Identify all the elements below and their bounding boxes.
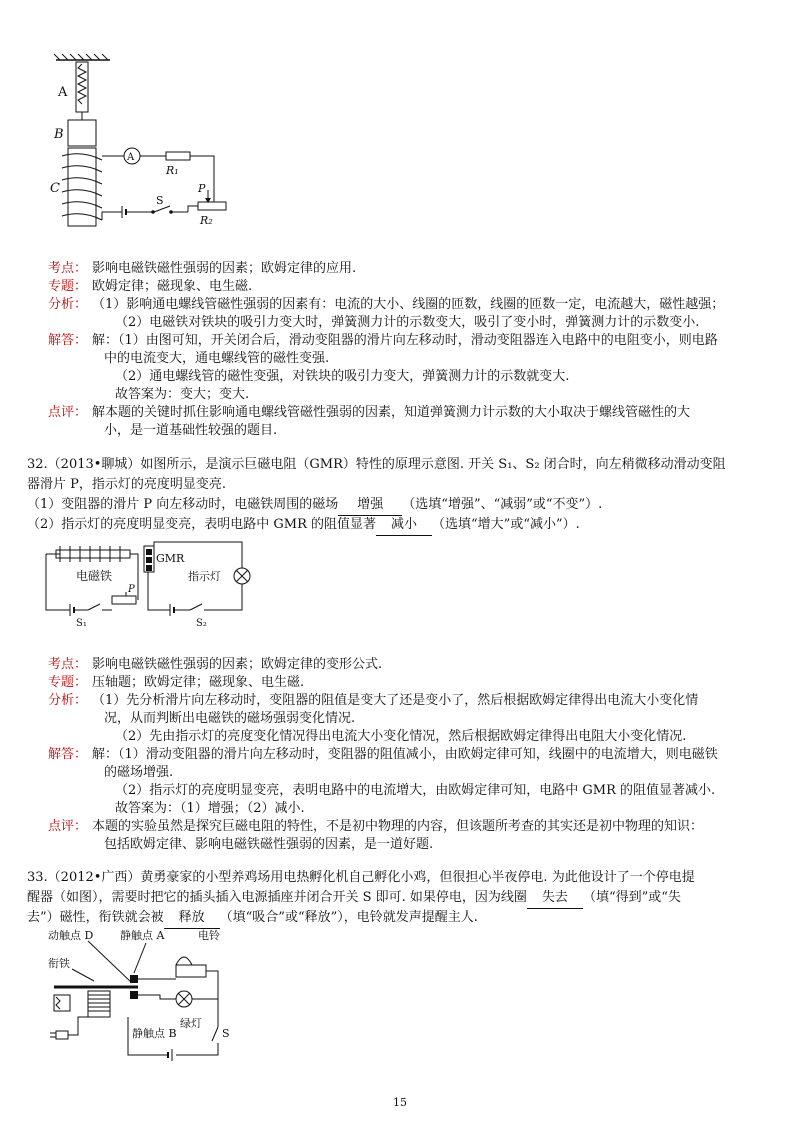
label-p: P — [198, 182, 206, 195]
label-s2: S₂ — [196, 618, 207, 628]
dianping-row-2: 包括欧姆定律、影响电磁铁磁性强弱的因素，是一道好题. — [104, 837, 434, 852]
fenxi-row: 分析： （1）影响通电螺线管磁性强弱的因素有：电流的大小、线圈的匝数，线圈的匝数一定，电流越大，磁性越强； — [48, 297, 725, 312]
jieda-row-2: 中的电流变大，通电螺线管的磁性变强. — [104, 351, 330, 366]
label-gmr: GMR — [156, 552, 185, 565]
question-32-line1: 32.（2013•聊城）如图所示，是演示巨磁电阻（GMR）特性的原理示意图. 开关 S₁、S₂ 闭合时，向左稍微移动滑动变阻 — [27, 457, 726, 472]
label-p: P — [128, 584, 135, 595]
label-moving-contact: 动触点 D — [48, 929, 94, 942]
fenxi-row-2: 况，从而判断出电磁铁的磁场强弱变化情况. — [104, 711, 356, 726]
label-r2: R₂ — [200, 214, 213, 227]
jieda-row: 解答： 解：（1）滑动变阻器的滑片向左移动时，变阻器的阻值减小，由欧姆定律可知，线圈中的电流增大，则电磁铁 — [48, 747, 718, 762]
label-a: A — [58, 85, 68, 100]
label-static-a: 静触点 A — [120, 929, 165, 942]
kaodian-row: 考点： 影响电磁铁磁性强弱的因素；欧姆定律的变形公式. — [48, 657, 383, 672]
jieda-row-3: （2）通电螺线管的磁性变强，对铁块的吸引力变大，弹簧测力计的示数就变大. — [115, 369, 570, 384]
ammeter-label: A — [127, 152, 135, 163]
answer-blank: 失去 — [527, 888, 583, 909]
figure-electromagnet-circuit — [48, 52, 228, 232]
label-r1: R₁ — [166, 164, 179, 177]
dianping-row: 点评： 解本题的关键时抓住影响通电螺线管磁性强弱的因素，知道弹簧测力计示数的大小取决于螺线管磁性的大 — [48, 405, 691, 420]
label-armature: 衔铁 — [48, 957, 70, 970]
zhuanti-row: 专题： 压轴题；欧姆定律；磁现象、电生磁. — [48, 675, 305, 690]
question-32-line2: 器滑片 P，指示灯的亮度明显变亮. — [27, 477, 227, 492]
question-33-line2: 醒器（如图），需要时把它的插头插入电源插座并闭合开关 S 即可. 如果停电，因为线圈 失去 （填“得到”或“失 — [27, 888, 770, 909]
question-33-line3: 去”）磁性，衔铁就会被 释放 （填“吸合”或“释放”），电铃就发声提醒主人. — [27, 908, 770, 929]
question-32-sub2: （2）指示灯的亮度明显变亮，表明电路中 GMR 的阻值显著 减小 （选填“增大”或“减小”）. — [27, 515, 770, 536]
label-green-lamp: 绿灯 — [180, 1017, 202, 1030]
label-lamp: 指示灯 — [188, 570, 221, 583]
jieda-row-2: 的磁场增强. — [104, 765, 174, 780]
question-32-sub1: （1）变阻器的滑片 P 向左移动时，电磁铁周围的磁场 增强 （选填“增强”、“减弱”或“不变”）. — [27, 495, 770, 516]
figure-power-failure-alarm — [48, 925, 238, 1065]
fenxi-row: 分析： （1）先分析滑片向左移动时，变阻器的阻值是变大了还是变小了，然后根据欧姆定律得出电流大小变化情 — [48, 693, 699, 708]
answer-blank: 减小 — [376, 515, 432, 536]
label-static-b: 静触点 B — [132, 1027, 177, 1040]
jieda-row-3: （2）指示灯的亮度明显变亮，表明电路中的电流增大，由欧姆定律可知，电路中 GMR 的阻值显著减小. — [115, 783, 716, 798]
kaodian-row: 考点： 影响电磁铁磁性强弱的因素；欧姆定律的应用. — [48, 261, 357, 276]
label-s: S — [222, 1027, 230, 1040]
fenxi-row-3: （2）先由指示灯的亮度变化情况得出电流大小变化情况，然后根据欧姆定律得出电阻大小变化情况. — [115, 729, 687, 744]
jieda-row-4: 故答案为：变大；变大. — [115, 387, 250, 402]
question-33-line1: 33.（2012•广西）黄勇豪家的小型养鸡场用电热孵化机自己孵化小鸡，但很担心半夜停电. 为此他设计了一个停电提 — [27, 870, 695, 885]
label-s: S — [156, 194, 164, 207]
fenxi-row-2: （2）电磁铁对铁块的吸引力变大时，弹簧测力计的示数变大，吸引了变小时，弹簧测力计的示数变小. — [115, 315, 700, 330]
jieda-row: 解答： 解：（1）由图可知，开关闭合后，滑动变阻器的滑片向左移动时，滑动变阻器连入电路中的电阻变小，则电路 — [48, 333, 718, 348]
label-electromagnet: 电磁铁 — [76, 569, 113, 583]
answer-blank: 释放 — [164, 908, 220, 929]
figure-gmr-circuit — [40, 540, 260, 628]
jieda-row-4: 故答案为：（1）增强；（2）减小. — [115, 801, 305, 816]
page-number: 15 — [393, 1096, 407, 1109]
zhuanti-row: 专题： 欧姆定律；磁现象、电生磁. — [48, 279, 253, 294]
dianping-row: 点评： 本题的实验虽然是探究巨磁电阻的特性，不是初中物理的内容，但该题所考查的其实还是初中物理的知识： — [48, 819, 704, 834]
answer-blank: 增强 — [338, 495, 402, 516]
dianping-row-2: 小，是一道基础性较强的题目. — [104, 423, 278, 438]
label-s1: S₁ — [76, 618, 87, 628]
label-c: C — [50, 181, 60, 196]
label-b: B — [54, 127, 64, 142]
label-bell: 电铃 — [198, 929, 220, 942]
